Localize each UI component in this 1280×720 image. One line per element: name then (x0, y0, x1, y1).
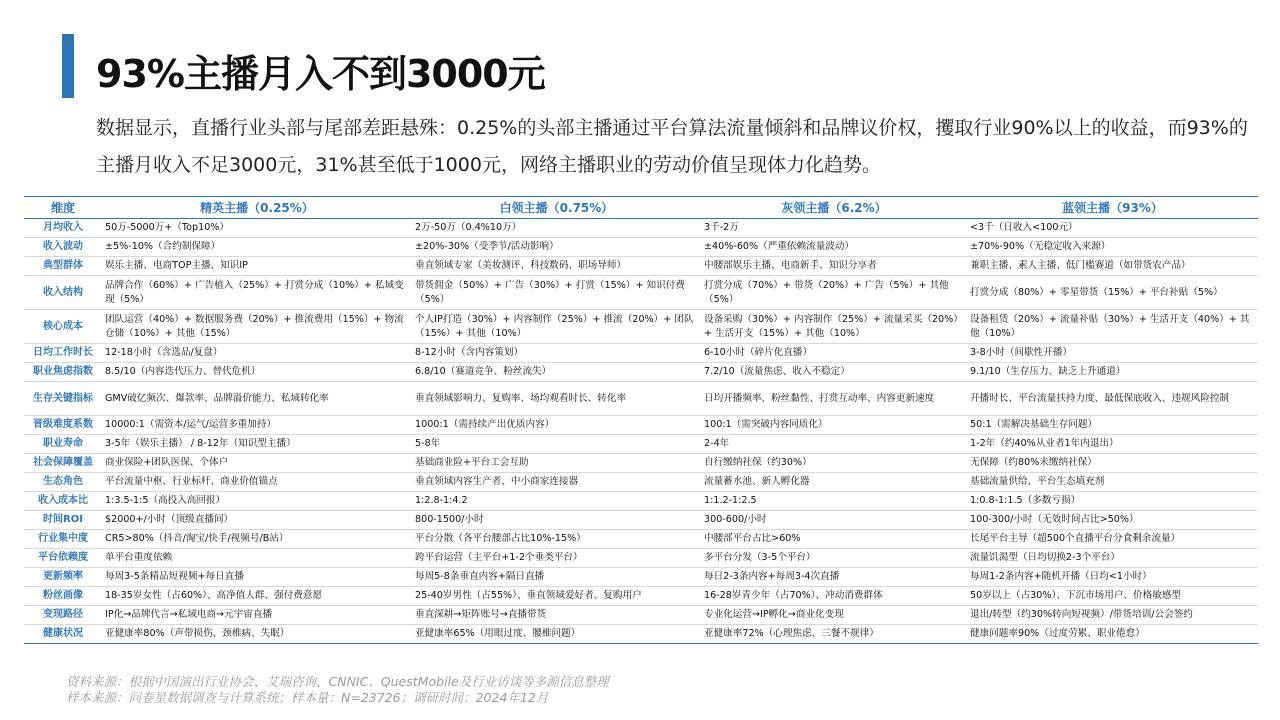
table-cell: 垂直领域影响力、复购率、场均观看时长、转化率 (412, 382, 701, 416)
table-cell: 5-8年 (412, 435, 701, 454)
table-cell: 垂直领域内容生产者、中小商家连接器 (412, 473, 701, 492)
row-header: 时间ROI (24, 511, 102, 530)
header-elite: 精英主播（0.25%） (102, 197, 412, 219)
table-cell: 每周5-8条垂直内容+隔日直播 (412, 568, 701, 587)
table-cell: 10000:1（需资本/运气/运营多重加持） (102, 416, 412, 435)
table-cell: 8.5/10（内容迭代压力、替代危机） (102, 363, 412, 382)
row-header: 月均收入 (24, 219, 102, 238)
table-cell: 垂直深耕→矩阵账号→直播带货 (412, 606, 701, 625)
table-cell: 个人IP打造（30%）+ 内容制作（25%）+ 推流（20%）+ 团队（15%）+ 其他（10%） (412, 310, 701, 344)
table-cell: 800-1500/小时 (412, 511, 701, 530)
table-row (24, 530, 1258, 549)
row-header: 平台依赖度 (24, 549, 102, 568)
table-cell: 1:1.2-1:2.5 (701, 492, 967, 511)
table-cell: 专业化运营→IP孵化→商业化变现 (701, 606, 967, 625)
header-white-collar: 白领主播（0.75%） (412, 197, 701, 219)
table-cell: GMV破亿频次、爆款率、品牌溢价能力、私域转化率 (102, 382, 412, 416)
comparison-table-container (24, 196, 1258, 644)
table-cell: 3千-2万 (701, 219, 967, 238)
table-cell: IP化→品牌代言→私域电商→元宇宙直播 (102, 606, 412, 625)
row-header: 日均工作时长 (24, 344, 102, 363)
table-row (24, 416, 1258, 435)
row-header: 更新频率 (24, 568, 102, 587)
table-cell: 中腰部平台占比>60% (701, 530, 967, 549)
table-cell: 自行缴纳社保（约30%） (701, 454, 967, 473)
table-cell: 亚健康率80%（声带损伤、颈椎病、失眠） (102, 625, 412, 644)
table-cell: 1:0.8-1:1.5（多数亏损） (967, 492, 1258, 511)
table-cell: 亚健康率72%（心理焦虑、三餐不规律） (701, 625, 967, 644)
table-cell: 50岁以上（占30%）、下沉市场用户、价格敏感型 (967, 587, 1258, 606)
table-cell: 多平台分发（3-5个平台） (701, 549, 967, 568)
row-header: 职业寿命 (24, 435, 102, 454)
table-cell: 基础流量供给、平台生态填充剂 (967, 473, 1258, 492)
sample-note: 样本来源：问卷星数据调查与计算系统；样本量：N=23726；调研时间：2024年12月 (66, 690, 549, 705)
table-row (24, 363, 1258, 382)
table-cell: 每周3-5条精品短视频+每日直播 (102, 568, 412, 587)
table-row (24, 568, 1258, 587)
table-cell: 每周1-2条内容+随机开播（日均<1小时） (967, 568, 1258, 587)
row-header: 生态角色 (24, 473, 102, 492)
table-cell: 300-600/小时 (701, 511, 967, 530)
table-row (24, 511, 1258, 530)
table-cell: 3-5年（娱乐主播） / 8-12年（知识型主播） (102, 435, 412, 454)
table-cell: 50:1（需解决基础生存问题） (967, 416, 1258, 435)
table-row (24, 382, 1258, 416)
table-cell: 8-12小时（含内容策划） (412, 344, 701, 363)
table-cell: 健康问题率90%（过度劳累、职业倦怠） (967, 625, 1258, 644)
table-cell: 中腰部娱乐主播、电商新手、知识分享者 (701, 257, 967, 276)
table-cell: CR5>80%（抖音/淘宝/快手/视频号/B站） (102, 530, 412, 549)
table-cell: 流量饥渴型（日均切换2-3个平台） (967, 549, 1258, 568)
header-dimension: 维度 (24, 197, 102, 219)
table-cell: 12-18小时（含选品/复盘） (102, 344, 412, 363)
table-row (24, 344, 1258, 363)
header-blue-collar: 蓝领主播（93%） (967, 197, 1258, 219)
table-row (24, 625, 1258, 644)
table-cell: 带货佣金（50%）+ 广告（30%）+ 打赏（15%）+ 知识付费（5%） (412, 276, 701, 310)
table-header (24, 197, 1258, 219)
footnotes (66, 674, 609, 706)
streamer-comparison-table (24, 196, 1258, 644)
table-cell: 打赏分成（80%）+ 零星带货（15%）+ 平台补贴（5%） (967, 276, 1258, 310)
table-cell: 7.2/10（流量焦虑、收入不稳定） (701, 363, 967, 382)
row-header: 社会保障覆盖 (24, 454, 102, 473)
table-row (24, 257, 1258, 276)
table-cell: 18-35岁女性（占60%）、高净值人群、强付费意愿 (102, 587, 412, 606)
table-cell: 9.1/10（生存压力、缺乏上升通道） (967, 363, 1258, 382)
table-cell: 设备租赁（20%）+ 流量补贴（30%）+ 生活开支（40%）+ 其他（10%） (967, 310, 1258, 344)
row-header: 生存关键指标 (24, 382, 102, 416)
table-cell: 长尾平台主导（超500个直播平台分食剩余流量） (967, 530, 1258, 549)
table-row (24, 435, 1258, 454)
header-row (24, 197, 1258, 219)
table-cell: 日均开播频率、粉丝黏性、打赏互动率、内容更新速度 (701, 382, 967, 416)
table-cell: ±20%-30%（受季节/活动影响） (412, 238, 701, 257)
row-header: 职业焦虑指数 (24, 363, 102, 382)
table-row (24, 473, 1258, 492)
table-cell: 兼职主播、素人主播、低门槛赛道（如带货农产品） (967, 257, 1258, 276)
table-row (24, 310, 1258, 344)
table-cell: 娱乐主播、电商TOP主播、知识IP (102, 257, 412, 276)
table-cell: 品牌合作（60%）+ 广告植入（25%）+ 打赏分成（10%）+ 私域变现（5%） (102, 276, 412, 310)
table-cell: 单平台重度依赖 (102, 549, 412, 568)
table-row (24, 238, 1258, 257)
row-header: 晋级难度系数 (24, 416, 102, 435)
table-cell: 设备采购（30%）+ 内容制作（25%）+ 流量采买（20%）+ 生活开支（15%）+ 其他（10%） (701, 310, 967, 344)
table-cell: 6-10小时（碎片化直播） (701, 344, 967, 363)
table-row (24, 219, 1258, 238)
table-cell: 平台流量中枢、行业标杆、商业价值锚点 (102, 473, 412, 492)
table-cell: 开播时长、平台流量扶持力度、最低保底收入、违规风险控制 (967, 382, 1258, 416)
page-title: 93%主播月入不到3000元 (96, 52, 545, 96)
table-cell: 退出/转型（约30%转向短视频）/带货培训/公会签约 (967, 606, 1258, 625)
table-row (24, 606, 1258, 625)
row-header: 变现路径 (24, 606, 102, 625)
table-cell: 流量蓄水池、新人孵化器 (701, 473, 967, 492)
table-cell: 50万-5000万+（Top10%） (102, 219, 412, 238)
table-cell: 16-28岁青少年（占70%）、冲动消费群体 (701, 587, 967, 606)
table-cell: 25-40岁男性（占55%）、垂直领域爱好者、复购用户 (412, 587, 701, 606)
table-cell: 团队运营（40%）+ 数据服务费（20%）+ 推流费用（15%）+ 物流仓储（10%）+ 其他（15%） (102, 310, 412, 344)
table-cell: 无保障（约80%未缴纳社保） (967, 454, 1258, 473)
row-header: 粉丝画像 (24, 587, 102, 606)
table-cell: 1:3.5-1:5（高投入高回报） (102, 492, 412, 511)
table-cell: 亚健康率65%（用眼过度、腰椎问题） (412, 625, 701, 644)
table-cell: 100-300/小时（无效时间占比>50%） (967, 511, 1258, 530)
row-header: 健康状况 (24, 625, 102, 644)
header-gray-collar: 灰领主播（6.2%） (701, 197, 967, 219)
table-cell: 跨平台运营（主平台+1-2个垂类平台） (412, 549, 701, 568)
table-cell: 2万-50万（0.4%10万） (412, 219, 701, 238)
table-cell: ±70%-90%（无稳定收入来源） (967, 238, 1258, 257)
table-cell: 平台分散（各平台腰部占比10%-15%） (412, 530, 701, 549)
table-cell: 2-4年 (701, 435, 967, 454)
table-cell: ±5%-10%（合约制保障） (102, 238, 412, 257)
row-header: 收入成本比 (24, 492, 102, 511)
table-cell: $2000+/小时（顶级直播间） (102, 511, 412, 530)
table-row (24, 492, 1258, 511)
table-cell: 100:1（需突破内容同质化） (701, 416, 967, 435)
row-header: 核心成本 (24, 310, 102, 344)
table-cell: 垂直领域专家（美妆测评、科技数码、职场导师） (412, 257, 701, 276)
table-cell: 1:2.8-1:4.2 (412, 492, 701, 511)
table-body (24, 219, 1258, 644)
table-cell: ±40%-60%（严重依赖流量波动） (701, 238, 967, 257)
table-row (24, 276, 1258, 310)
table-row (24, 549, 1258, 568)
table-cell: 3-8小时（间歇性开播） (967, 344, 1258, 363)
row-header: 行业集中度 (24, 530, 102, 549)
title-accent-bar (62, 34, 74, 98)
table-cell: 每日2-3条内容+每周3-4次直播 (701, 568, 967, 587)
row-header: 收入结构 (24, 276, 102, 310)
table-cell: 打赏分成（70%）+ 带货（20%）+ 广告（5%）+ 其他（5%） (701, 276, 967, 310)
row-header: 收入波动 (24, 238, 102, 257)
row-header: 典型群体 (24, 257, 102, 276)
table-row (24, 587, 1258, 606)
table-cell: 6.8/10（赛道竞争、粉丝流失） (412, 363, 701, 382)
table-cell: 商业保险+团队医保、个体户 (102, 454, 412, 473)
table-row (24, 454, 1258, 473)
summary-paragraph: 数据显示，直播行业头部与尾部差距悬殊：0.25%的头部主播通过平台算法流量倾斜和品牌议价权，攫取行业90%以上的收益，而93%的主播月收入不足3000元，31%甚至低于1000元，网络主播职业的劳动价值呈现体力化趋势。 (96, 117, 1248, 176)
table-cell: 1000:1（需持续产出优质内容） (412, 416, 701, 435)
table-cell: 1-2年（约40%从业者1年内退出） (967, 435, 1258, 454)
table-cell: <3千（日收入<100元） (967, 219, 1258, 238)
source-note: 资料来源：根据中国演出行业协会、艾瑞咨询、CNNIC、QuestMobile及行业访谈等多源信息整理 (66, 674, 609, 689)
table-cell: 基础商业险+平台工会互助 (412, 454, 701, 473)
